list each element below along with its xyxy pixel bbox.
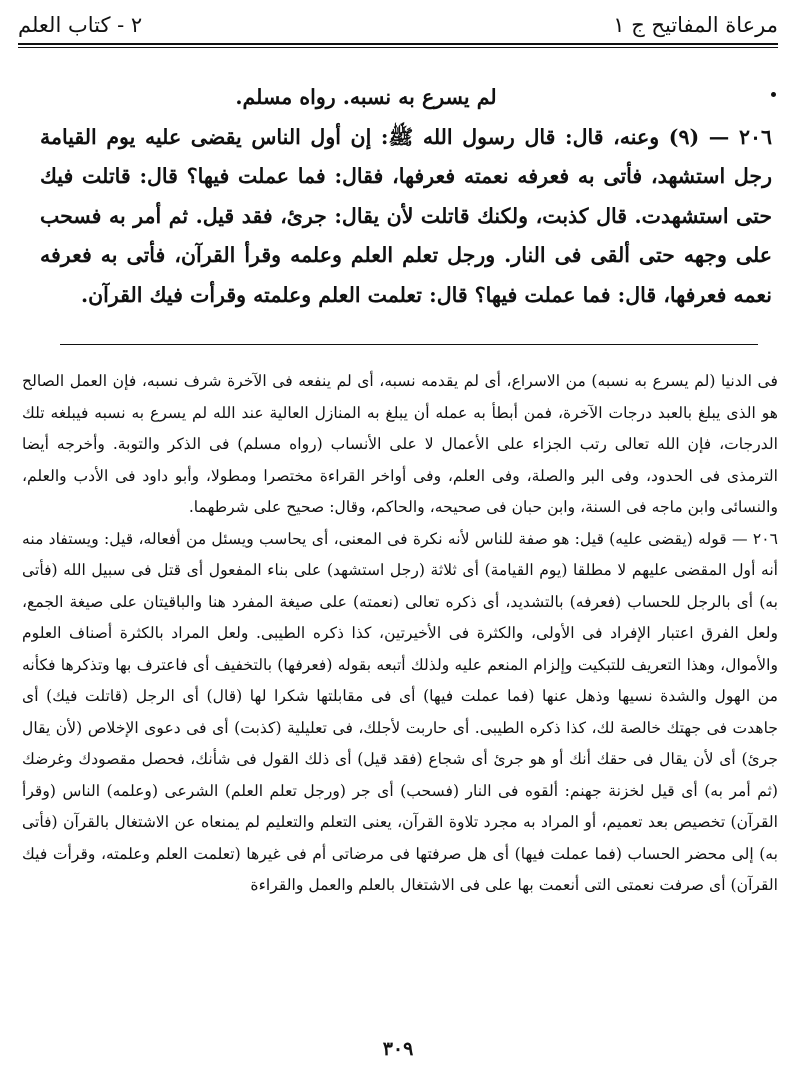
running-header: [18, 10, 778, 40]
page-number: ٣٠٩: [382, 1038, 414, 1060]
hadith-continuation: لم يسرع به نسبه. رواه مسلم.: [235, 85, 497, 109]
hadith-206: ٢٠٦ — (٩) وعنه، قال: قال رسول الله ﷺ: إن أول الناس يقضى عليه يوم القيامة رجل استشهد، فأتى به فعرفه نعمته فعرفها، فقال: فما عملت فيها؟ قال: قاتلت فيك حتى استشهدت. قال كذبت، ولكنك قاتلت لأن يقال: جرئ، فقد قيل. ثم أمر به فسحب على وجهه حتى ألقى فى النار. ورجل تعلم العلم وعلمه وقرأ القرآن، فأتى به فعرفه نعمه فعرفها، قال: فما عملت فيها؟ قال: تعلمت العلم وعلمته وقرأت فيك القرآن.: [40, 124, 772, 307]
header-rule: [18, 43, 778, 45]
header-rule-thin: [18, 47, 778, 48]
hadith-text: [40, 78, 772, 315]
separator-line: [60, 344, 758, 345]
commentary-paragraph-2: ٢٠٦ — قوله (يقضى عليه) قيل: هو صفة للناس لأنه نكرة فى المعنى، أى يحاسب ويسئل من أفعاله، قيل: ويستفاد منه أنه أول المقضى عليهم لا مطلقا (يوم القيامة) أى ثلاثة (رجل استشهد) على بناء المفعول أى قتل فى سبيل الله (فأتى به) أى بالرجل للحساب (فعرفه) بالتشديد، أى ذكره تعالى (نعمته) على صيغة المفرد هنا والباقيتان على صيغة الجمع، ولعل الفرق اعتبار الإفراد فى الأولى، والكثرة فى الأخيرتين، كذا ذكره الطيبى. ولعل المراد بالكثرة أصناف العلوم والأموال، وهذا التعريف للتبكيت وإلزام المنعم عليه ولذلك أتبعه بقوله (فعرفها) بالتخفيف أى فاعترف بها وتذكرها فكأنه من الهول والشدة نسيها وذهل عنها (فما عملت فيها) أى فى مقابلتها شكرا لها (قال) أى الرجل (قاتلت فيك) أى جاهدت فى جهتك خالصة لك، كذا ذكره الطيبى. أى حاربت لأجلك، فى تعليلية (كذبت) أى فى دعوى الإخلاص (لأن يقال جرئ) أى لأن يقال فى حقك أنك أو هو جرئ أى شجاع (فقد قيل) أى ذلك القول فى شأنك، فحصل مقصودك وغرضك (ثم أمر به) أى قيل لخزنة جهنم: ألقوه فى النار (فسحب) أى جر (ورجل تعلم العلم) الشرعى (وعلمه) الناس (وقرأ القرآن) تخصيص بعد تعميم، أو المراد به مجرد تلاوة القرآن، يعنى التعلم والتعليم لم يمنعاه عن الاشتغال بالقرآن (فأتى به) إلى محضر الحساب (فما عملت فيها) أى هل صرفتها فى مرضاتى أم فى غيرها (تعلمت العلم وعلمته، وقرأت فيك القرآن) أى صرفت نعمتى التى أنعمت بها على فى الاشتغال بالعلم والعمل والقراءة: [22, 529, 778, 894]
book-title: مرعاة المفاتيح ج ١: [613, 13, 778, 37]
commentary: [22, 366, 778, 902]
commentary-paragraph-1: فى الدنيا (لم يسرع به نسبه) من الاسراع، أى لم يقدمه نسبه، أى لم ينفعه فى الآخرة شرف نسبه، فإن العمل الصالح هو الذى يبلغ بالعبد درجات الآخرة، فمن أبطأ به عمله أن يبلغ به المنازل العالية عند الله لم يسرع به نسبه فيبلغه تلك الدرجات، فإن الله تعالى رتب الجزاء على الأعمال لا على الأنساب (رواه مسلم) فى الذكر والتوبة. وأخرجه أيضا الترمذى فى الحدود، وفى البر والصلة، وفى العلم، وفى أواخر القراءة مختصرا ومطولا، وأبو داود فى الأدب والعلم، والنسائى وابن ماجه فى السنة، وابن حبان فى صحيحه، والحاكم، وقال: صحيح على شرطهما.: [22, 372, 778, 516]
chapter-title: ٢ - كتاب العلم: [18, 13, 143, 37]
